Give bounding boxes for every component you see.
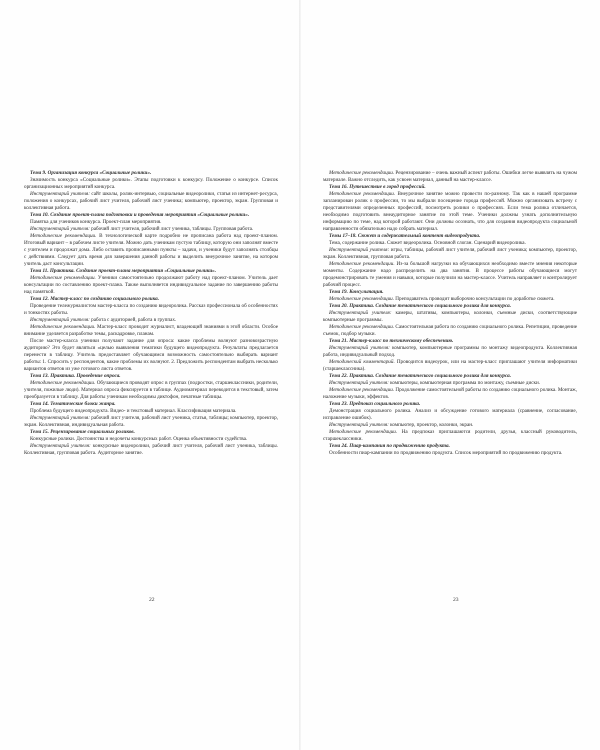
left-page <box>24 170 278 457</box>
paragraph-label: Инструментарий учителя: <box>30 415 90 421</box>
paragraph-text: сайт школы, ролик-интервью, социальные видеоролики, статья из интернет-ресурса, положения о конкурсах, рабочий лист учителя, рабочий лист ученика; компьютер, проектор, экран. Групповая и коллективная работа. <box>24 191 278 211</box>
paragraph-label: Методический комментарий. <box>329 359 395 365</box>
body-paragraph: Проблема будущего видеопродукта. Видео- и текстовый материал. Классификация материала. <box>30 408 237 414</box>
topic-heading: Тема 16. Путешествие в город профессий. <box>329 184 426 190</box>
paragraph-text: компьютер, проектор, колонки, экран. <box>388 422 474 428</box>
paragraph-text: компьютеры, компьютерная программа по монтажу, съемные диски. <box>388 380 541 386</box>
labeled-paragraph <box>323 429 577 443</box>
labeled-paragraph <box>323 261 577 289</box>
labeled-paragraph <box>24 380 278 401</box>
paragraph-text: Продолжение самостоятельной работы по созданию социального ролика. Монтаж, наложение музыки, эффектов. <box>323 387 578 400</box>
paragraph-label: Методические рекомендации. <box>30 324 96 330</box>
paragraph-text: Из-за большой нагрузки на обучающихся необходимо вместе мнения некоторые моменты. Содержание надо распределить на два занятия. В процессе работы обучающиеся могут продемонстрировать те умения и навыки, которые получили на мастер-классе. Учитель направляет и контролирует рабочий процесс. <box>323 261 577 288</box>
paragraph-label: Методические рекомендации. <box>30 275 96 281</box>
labeled-paragraph <box>323 422 577 429</box>
topic-heading: Тема 20. Практика. Создание тематического социального ролика для конкурса. <box>329 303 511 309</box>
labeled-paragraph <box>323 380 577 387</box>
paragraph-label: Инструментарий учителя: <box>329 380 389 386</box>
body-paragraph: Конкурсные ролики. Достоинства и недочеты конкурсных работ. Оценка объективности судейства. <box>30 436 248 442</box>
paragraph-text: конкурсные видеоролики, рабочий лист учителя, рабочий лист ученика, таблицы. Коллективная, групповая работа. Аудиторное занятие. <box>24 443 278 456</box>
paragraph-text: Самостоятельная работа по созданию социального ролика. Репетиции, проведение съемок, подбор музыки. <box>323 324 578 337</box>
paragraph-text: Ученики самостоятельно продолжают работу над проект-планом. Учитель дает консультации по составлению проект-плана. Также выполняется индивидуальное задание по завершению работы над памяткой. <box>24 275 278 295</box>
paragraph-text: камеры, штативы, компьютеры, колонки, съемные диски, соответствующие компьютерные программы. <box>323 310 577 323</box>
body-paragraph: Особенности пиар-кампании по продвижению продукта. Список мероприятий по продвижению продукта. <box>329 450 563 456</box>
labeled-paragraph <box>24 226 278 233</box>
paragraph-label: Инструментарий учителя: <box>30 191 91 197</box>
labeled-paragraph <box>24 443 278 457</box>
paragraph-label: Методические рекомендации. <box>30 380 96 386</box>
labeled-paragraph <box>323 324 577 338</box>
paragraph-text: игры, таблицы, рабочий лист учителя, рабочий лист ученика; компьютер, проектор, экран. Коллективная, групповая работа. <box>323 247 577 260</box>
labeled-paragraph <box>323 310 577 324</box>
book-gutter <box>299 0 301 750</box>
paragraph-text: Проводится видеоурок, или на мастер-класс приглашают учителя информатики (старшеклассника). <box>323 359 578 372</box>
labeled-paragraph <box>24 191 278 212</box>
paragraph-label: Инструментарий учителя: <box>30 443 91 449</box>
paragraph-text: работа с аудиторией, работа в группах. <box>89 317 177 323</box>
labeled-paragraph <box>24 233 278 268</box>
paragraph-text: компьютер, компьютерные программы по монтажу видеопродукта. Коллективная работа, индивидуальный подход. <box>323 345 578 358</box>
paragraph-label: Инструментарий учителя: <box>329 247 390 253</box>
paragraph-label: Инструментарий учителя: <box>30 226 90 232</box>
body-paragraph: Памятка для учеников конкурса. Проект-план мероприятия. <box>30 219 162 225</box>
paragraph-label: Методические рекомендации. <box>30 233 97 239</box>
body-paragraph: Тема, содержание ролика. Сюжет видеоролика. Основной слоган. Сценарий видеоролика. <box>329 240 526 246</box>
paragraph-label: Методические рекомендации. <box>329 429 398 435</box>
topic-heading: Тема 11. Практика. Создание проект-плана мероприятия «Социальные ролики». <box>30 268 217 274</box>
paragraph-text: рабочий лист учителя, рабочий лист ученика, статья, таблицы; компьютер, проектор, экран. Коллективная, индивидуальная работа. <box>24 415 278 428</box>
paragraph-text: Преподаватель проводит выборочно консультации по доработке сюжета. <box>394 296 555 302</box>
topic-heading: Тема 21. Мастер-класс по техническому обеспечению. <box>329 338 454 344</box>
paragraph-label: Методические рекомендации. <box>329 324 395 330</box>
page-number-left: 22 <box>149 597 155 603</box>
labeled-paragraph <box>323 387 577 401</box>
body-paragraph: После мастер-класса ученики получают задание для опроса: какие проблемы волнуют разновозрастную аудиторию? Это будет являться «целью выявления тематики будущего видеопродукта. Результаты предлагается перенести в таблицу. Учитель предоставляет обучающимся возможность самостоятельно выбирать вариант работы: 1. Спросить у респондентов, какие проблемы их волнуют. 2. Предложить респондентам выбрать несколько вариантов ответов из уже готового листа ответов. <box>24 338 278 372</box>
labeled-paragraph <box>323 345 577 359</box>
labeled-paragraph <box>24 317 278 324</box>
topic-heading: Тема 22. Практика. Создание тематического социального ролика для конкурса. <box>329 373 511 379</box>
topic-heading: Темы 17–18. Сюжет и содержательный контент видеопродукта. <box>329 233 481 239</box>
paragraph-text: Внеурочное занятие можно провести по-разному. Так как в нашей программе запланирован ролик о профессии, то мы выбрали посещение города профессий. Можно организовать встречу с представителями определенных профессий, посмотреть ролики о профессиях. Если тема ролика отличается, необходимо подготовить внеаудиторное занятие по этой теме. Ученики должны узнать дополнительную информацию по теме, над которой работают. Они должны осознать, что для создания видеопродукта социальной направленности обязательно надо собрать материал. <box>323 191 577 232</box>
topic-heading: Тема 23. Предпоказ социального ролика. <box>329 401 421 407</box>
paragraph-text: рабочий лист учителя, рабочий лист ученика, таблицы. Групповая работа. <box>89 226 254 232</box>
labeled-paragraph <box>323 191 577 233</box>
labeled-paragraph <box>24 415 278 429</box>
paragraph-text: Мастер-класс проводит журналист, владеющий знаниями в этой области. Особое внимание уделяется разработке темы, раскадровке, планам. <box>24 324 278 337</box>
topic-heading: Тема 10. Создание проект-плана подготовки и проведения мероприятия «Социальные ролики». <box>30 212 250 218</box>
paragraph-label: Методические рекомендации. <box>329 296 395 302</box>
topic-heading: Тема 14. Тематические блоки жанра. <box>30 401 116 407</box>
paragraph-label: Инструментарий учителя: <box>30 317 90 323</box>
right-page <box>323 170 577 457</box>
paragraph-label: Методические рекомендации. <box>329 170 395 176</box>
topic-heading: Тема 12. Мастер-класс по созданию социального ролика. <box>30 296 160 302</box>
paragraph-text: На предпоказ приглашаются родители, друзья, классный руководитель, старшеклассники. <box>323 429 578 442</box>
topic-heading: Тема 24. Пиар-кампания по продвижению продукта. <box>329 443 450 449</box>
paragraph-text: В технологической карте подробно не прописана работа над проект-планом. Итоговый вариант – в рабочем листе учителя. Можно дать ученикам пустую таблицу, которую они заполнят вместе с учителем и продолжат дома. Либо оставить прописанными пункты – задачи, и ученики будут заполнять столбцы с действиями. Следует дать время для завершения данной работы и выделить внеурочное занятие, на котором учитель даст консультации. <box>24 233 278 267</box>
labeled-paragraph <box>24 275 278 296</box>
topic-heading: Тема 9. Организация конкурса «Социальные ролики». <box>30 170 152 176</box>
labeled-paragraph <box>323 296 577 303</box>
paragraph-label: Инструментарий учителя: <box>329 345 390 351</box>
labeled-paragraph <box>24 324 278 338</box>
topic-heading: Тема 19. Консультация. <box>329 289 384 295</box>
labeled-paragraph <box>323 359 577 373</box>
paragraph-text: Обучающиеся проводят опрос в группах (подростки, старшеклассники, родители, учителя, пожилые люди). Материал опроса фиксируется в таблице. Аудиоматериал переводится в текстовый, затем преобразуется в таблицу. Для работы ученикам необходимы диктофон, печатные таблицы. <box>24 380 278 400</box>
page-number-right: 23 <box>453 597 459 603</box>
labeled-paragraph <box>323 247 577 261</box>
paragraph-text: Рецензирование – очень важный аспект работы. Ошибки легче выявлять на чужом материале. Важно отследить, как усвоен материал, данный на мастер-классе. <box>323 170 577 183</box>
paragraph-label: Методические рекомендации. <box>329 261 395 267</box>
topic-heading: Тема 13. Практика. Проведение опроса. <box>30 373 121 379</box>
body-paragraph: Проведение тележурналистом мастер-класса по созданию видеоролика. Рассказ профессионала об особенностях и тонкостях работы. <box>24 303 278 316</box>
paragraph-label: Инструментарий учителя: <box>329 310 392 316</box>
paragraph-label: Инструментарий учителя: <box>329 422 389 428</box>
labeled-paragraph <box>323 170 577 184</box>
paragraph-label: Методические рекомендации. <box>329 191 396 197</box>
topic-heading: Тема 15. Рецензирование социальных роликов. <box>30 429 135 435</box>
body-paragraph: Значимость конкурса «Социальные ролики». Этапы подготовки к конкурсу. Положение о конкурсе. Список организационных мероприятий конкурса. <box>24 177 278 190</box>
body-paragraph: Демонстрация социального ролика. Анализ и обсуждение готового материала (сравнение, согласование, исправление ошибок). <box>323 408 577 421</box>
paragraph-label: Методические рекомендации. <box>329 387 395 393</box>
